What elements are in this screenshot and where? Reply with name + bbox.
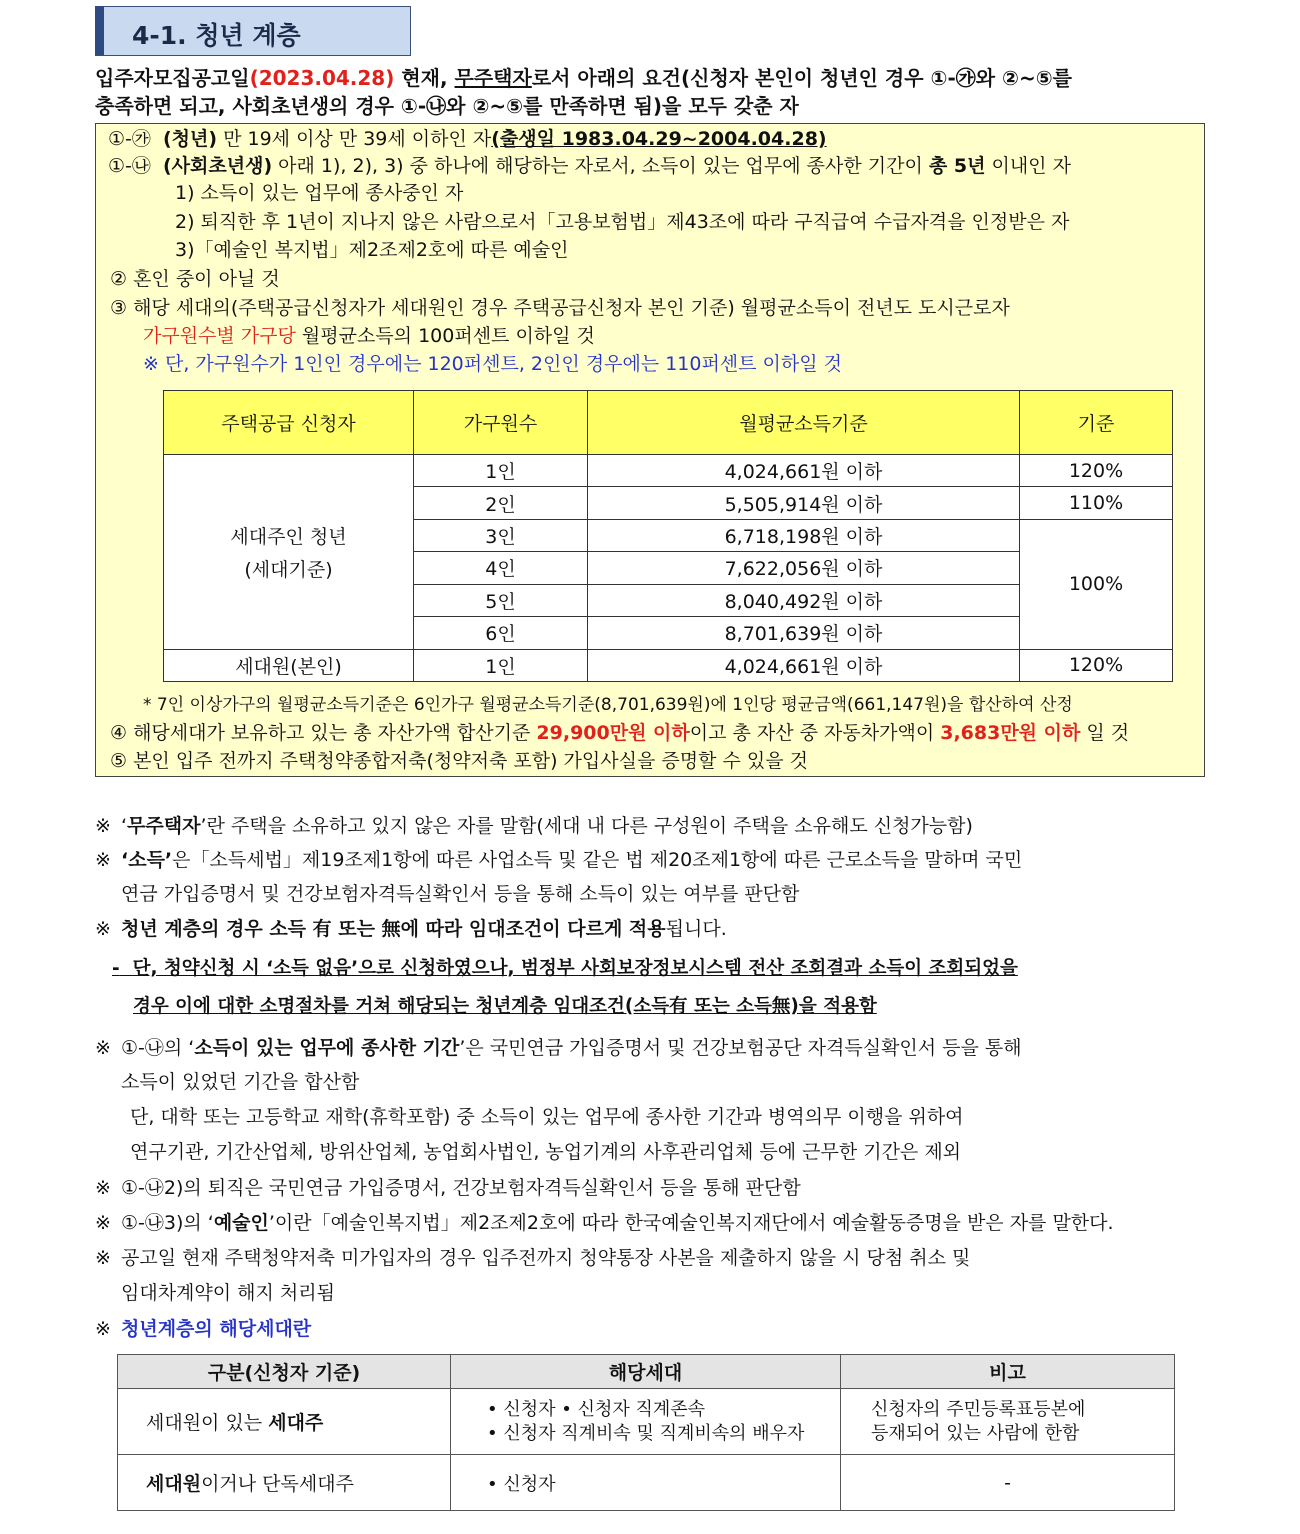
- req-income-2: [143, 324, 595, 348]
- note-mark: ※: [95, 849, 111, 871]
- intro-text: 입주자모집공고일: [95, 66, 250, 90]
- remark-cell: -: [841, 1455, 1175, 1511]
- req-sub-3: 3)「예술인 복지법」제2조제2호에 따른 예술인: [175, 239, 569, 261]
- group-member-self: 세대원(본인): [164, 649, 414, 681]
- note-heading: 청년계층의 해당세대란: [121, 1318, 312, 1340]
- req-asset-tail: 일 것: [1080, 722, 1130, 744]
- group-head-of-household: [164, 455, 414, 650]
- col-header: 가구원수: [414, 391, 588, 455]
- req-sub-1: 1) 소득이 있는 업무에 종사중인 자: [175, 182, 464, 204]
- req-birth-range: (출생일 1983.04.29~2004.04.28): [491, 128, 827, 150]
- household-table-header: [118, 1355, 1175, 1389]
- note-verification-2: 경우 이에 대한 소명절차를 거쳐 해당되는 청년계층 임대조건(소득有 또는 소득無)을 적용함: [133, 996, 877, 1017]
- note-retirement: [95, 1176, 801, 1200]
- col-header: 주택공급 신청자: [164, 391, 414, 455]
- income-percent: 120%: [1020, 455, 1173, 487]
- household-size: 6인: [414, 617, 588, 649]
- note-homeless: [95, 814, 973, 838]
- homeless-term: 무주택자: [454, 66, 532, 90]
- income-amount: 7,622,056원 이하: [588, 552, 1020, 584]
- req-unmarried: ② 혼인 중이 아닐 것: [110, 268, 280, 290]
- cell-text: 이거나 단독세대주: [201, 1473, 354, 1495]
- req-new-worker-tail: 이내인 자: [985, 155, 1071, 177]
- req-income: ③ 해당 세대의(주택공급신청자가 세대원인 경우 주택공급신청자 본인 기준) 월평균소득이 전년도 도시근로자: [110, 297, 1010, 319]
- col-header: 구분(신청자 기준): [118, 1355, 451, 1389]
- household-cell: [451, 1389, 841, 1455]
- col-header: 기준: [1020, 391, 1173, 455]
- note-youth-conditions: [95, 917, 727, 941]
- table-row: [164, 649, 1173, 681]
- intro-line-1: [95, 64, 1210, 92]
- note-text: 공고일 현재 주택청약저축 미가입자의 경우 입주전까지 청약통장 사본을 제출하지 않을 시 당첨 취소 및: [121, 1247, 971, 1269]
- asset-limit: 29,900만원 이하: [536, 722, 690, 744]
- household-size: 1인: [414, 455, 588, 487]
- income-amount: 4,024,661원 이하: [588, 649, 1020, 681]
- note-work-period-3: 단, 대학 또는 고등학교 재학(휴학포함) 중 소득이 있는 업무에 종사한 기간과 병역의무 이행을 위하여: [130, 1106, 964, 1128]
- note-mark: ※: [95, 1247, 111, 1269]
- income-table-header: [164, 391, 1173, 455]
- cell-text: 세대원이 있는: [146, 1412, 269, 1434]
- cell-text: • 신청자 • 신청자 직계존속: [487, 1398, 706, 1420]
- note-work-period-2: 소득이 있었던 기간을 합산함: [121, 1071, 360, 1093]
- note-mark: ※: [95, 1212, 111, 1234]
- note-work-period-4: 연구기관, 기간산업체, 방위산업체, 농업회사법인, 농업기계의 사후관리업체 등에 근무한 기간은 제외: [130, 1141, 962, 1163]
- income-amount: 4,024,661원 이하: [588, 455, 1020, 487]
- note-mark: ※: [95, 1177, 111, 1199]
- category-cell: [118, 1455, 451, 1511]
- note-text: ①-㉯3)의 ‘: [121, 1212, 214, 1234]
- income-percent: 100%: [1020, 519, 1173, 649]
- income-table: [163, 390, 1173, 682]
- announcement-date: (2023.04.28): [249, 66, 395, 90]
- cell-text: • 신청자 직계비속 및 직계비속의 배우자: [487, 1422, 805, 1444]
- table-row: [118, 1455, 1175, 1511]
- group-sublabel: (세대기준): [244, 558, 333, 581]
- income-amount: 5,505,914원 이하: [588, 487, 1020, 519]
- income-footnote: * 7인 이상가구의 월평균소득기준은 6인가구 월평균소득기준(8,701,639원)에 1인당 평균금액(661,147원)을 합산하여 산정: [143, 695, 1073, 715]
- note-text: ①-㉯의 ‘: [121, 1037, 195, 1059]
- req-new-worker-label: (사회초년생): [162, 155, 273, 177]
- req-youth: [108, 127, 827, 151]
- car-limit: 3,683만원 이하: [940, 722, 1081, 744]
- table-row: [118, 1389, 1175, 1455]
- req-income-tail: 월평균소득의 100퍼센트 이하일 것: [295, 325, 595, 347]
- note-mark: ※: [95, 1318, 111, 1340]
- req-mark: ①-㉯: [108, 155, 151, 177]
- note-text: ①-㉯2)의 퇴직은 국민연금 가입증명서, 건강보험자격득실확인서 등을 통해 판단함: [121, 1177, 801, 1199]
- req-asset-text: ④ 해당세대가 보유하고 있는 총 자산가액 합산기준: [110, 722, 537, 744]
- cell-term: 세대주: [268, 1412, 324, 1434]
- note-emphasis: 청년 계층의 경우 소득 有 또는 無에 따라 임대조건이 다르게 적용: [121, 918, 666, 940]
- req-years: 총 5년: [928, 155, 986, 177]
- note-term: 소득이 있는 업무에 종사한 기간: [194, 1037, 460, 1059]
- note-verification: [112, 957, 1018, 981]
- req-youth-label: (청년): [162, 128, 218, 150]
- note-household-definition: [95, 1317, 311, 1341]
- note-term: ‘소득’: [121, 849, 173, 871]
- note-text: 됩니다.: [665, 918, 727, 940]
- income-amount: 8,040,492원 이하: [588, 584, 1020, 616]
- req-new-worker-text: 아래 1), 2), 3) 중 하나에 해당하는 자로서, 소득이 있는 업무에 종사한 기간이: [272, 155, 929, 177]
- note-text: ’이란「예술인복지법」제2조제2호에 따라 한국예술인복지재단에서 예술활동증명을 받은 자를 말한다.: [268, 1212, 1114, 1234]
- income-percent: 120%: [1020, 649, 1173, 681]
- req-mark: ①-㉮: [108, 128, 151, 150]
- note-term: 예술인: [213, 1212, 269, 1234]
- req-savings: ⑤ 본인 입주 전까지 주택청약종합저축(청약저축 포함) 가입사실을 증명할 수 있을 것: [110, 750, 808, 772]
- income-amount: 8,701,639원 이하: [588, 617, 1020, 649]
- income-percent: 110%: [1020, 487, 1173, 519]
- col-header: 해당세대: [451, 1355, 841, 1389]
- table-row: [164, 455, 1173, 487]
- note-mark: ※: [95, 918, 111, 940]
- intro-text: 로서 아래의 요건(신청자 본인이 청년인 경우 ①-㉮와 ②~⑤를: [531, 66, 1072, 90]
- req-sub-2: 2) 퇴직한 후 1년이 지나지 않은 사람으로서「고용보험법」제43조에 따라 구직급여 수급자격을 인정받은 자: [175, 211, 1070, 233]
- req-new-worker: [108, 154, 1071, 178]
- req-income-note: ※ 단, 가구원수가 1인인 경우에는 120퍼센트, 2인인 경우에는 110퍼센트 이하일 것: [143, 353, 843, 375]
- household-size: 1인: [414, 649, 588, 681]
- dash-mark: -: [112, 958, 120, 979]
- note-savings-account-2: 임대차계약이 해지 처리됨: [121, 1282, 335, 1304]
- intro-paragraph: [95, 64, 1210, 120]
- note-mark: ※: [95, 1037, 111, 1059]
- req-household-size-text: 가구원수별 가구당: [143, 325, 296, 347]
- note-text: 은「소득세법」제19조제1항에 따른 사업소득 및 같은 법 제20조제1항에 따른 근로소득을 말하며 국민: [172, 849, 1023, 871]
- note-work-period: [95, 1036, 1022, 1060]
- household-size: 4인: [414, 552, 588, 584]
- cell-text: 신청자의 주민등록표등본에: [871, 1398, 1086, 1420]
- remark-cell: [841, 1389, 1175, 1455]
- cell-text: 등재되어 있는 사람에 한함: [871, 1422, 1080, 1444]
- note-text: 단, 청약신청 시 ‘소득 없음’으로 신청하였으나, 범정부 사회보장정보시스템 전산 조회결과 소득이 조회되었을: [132, 958, 1018, 979]
- income-amount: 6,718,198원 이하: [588, 519, 1020, 551]
- note-term: 무주택자: [127, 815, 201, 837]
- note-text: ’은 국민연금 가입증명서 및 건강보험공단 자격득실확인서 등을 통해: [459, 1037, 1022, 1059]
- category-cell: [118, 1389, 451, 1455]
- group-label: 세대주인 청년: [230, 525, 347, 548]
- req-asset: [110, 721, 1129, 745]
- note-savings-account: [95, 1246, 970, 1270]
- household-size: 3인: [414, 519, 588, 551]
- col-header: 월평균소득기준: [588, 391, 1020, 455]
- intro-line-2: 충족하면 되고, 사회초년생의 경우 ①-㉯와 ②~⑤를 만족하면 됨)을 모두 갖춘 자: [95, 94, 799, 118]
- note-text: ‘: [121, 815, 128, 837]
- household-size: 5인: [414, 584, 588, 616]
- section-title-box: [95, 6, 411, 56]
- note-mark: ※: [95, 815, 111, 837]
- section-title: 4-1. 청년 계층: [132, 21, 301, 50]
- note-artist: [95, 1211, 1114, 1235]
- note-income: [95, 848, 1022, 872]
- intro-text: 현재,: [394, 66, 455, 90]
- req-youth-text: 만 19세 이상 만 39세 이하인 자: [217, 128, 492, 150]
- note-text: ’란 주택을 소유하고 있지 않은 자를 말함(세대 내 다른 구성원이 주택을 소유해도 신청가능함): [200, 815, 973, 837]
- household-cell: • 신청자: [451, 1455, 841, 1511]
- cell-term: 세대원: [146, 1473, 202, 1495]
- household-size: 2인: [414, 487, 588, 519]
- req-asset-text: 이고 총 자산 중 자동차가액이: [689, 722, 941, 744]
- note-income-2: 연금 가입증명서 및 건강보험자격득실확인서 등을 통해 소득이 있는 여부를 판단함: [121, 883, 800, 905]
- household-table: [117, 1354, 1175, 1511]
- col-header: 비고: [841, 1355, 1175, 1389]
